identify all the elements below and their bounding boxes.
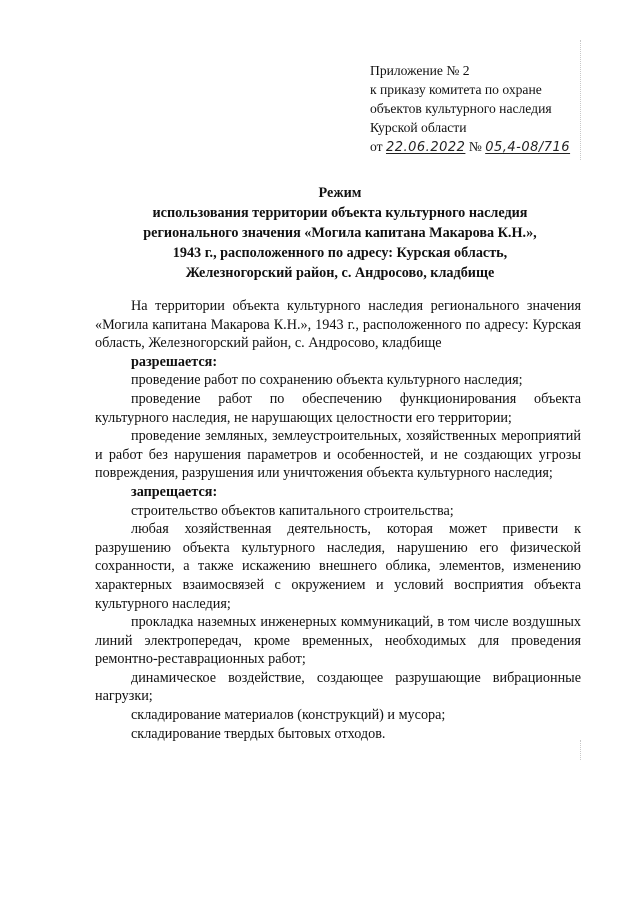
allowed-heading: разрешается: xyxy=(131,353,218,370)
appendix-order-ref: к приказу комитета по охране xyxy=(370,82,542,97)
forbidden-item: прокладка наземных инженерных коммуникаций, в том числе воздушных линий электропередач, кроме временных, необходимых для проведения ремонтно-реставрационных работ; xyxy=(95,614,581,668)
title-line: Режим xyxy=(318,185,362,201)
document-body xyxy=(95,297,581,743)
appendix-number: Приложение № 2 xyxy=(370,63,470,78)
title-line: использования территории объекта культурного наследия xyxy=(152,205,528,221)
forbidden-item: любая хозяйственная деятельность, которая может привести к разрушению объекта культурного наследия, нарушению его физической сохранности, а также искажению внешнего облика, элементов, изменению характерных взаимосвязей с окружением и условий восприятия объекта культурного наследия; xyxy=(95,521,581,612)
appendix-committee: объектов культурного наследия xyxy=(370,101,552,116)
order-date-handwritten: 22.06.2022 xyxy=(385,140,466,155)
appendix-block xyxy=(370,61,610,157)
title-line: 1943 г., расположенного по адресу: Курская область, xyxy=(172,245,508,261)
order-date-prefix: от xyxy=(370,139,383,154)
forbidden-item: строительство объектов капитального строительства; xyxy=(131,502,454,519)
document-title xyxy=(100,183,580,283)
order-date-line xyxy=(370,137,610,157)
forbidden-item: динамическое воздействие, создающее разрушающие вибрационные нагрузки; xyxy=(95,669,581,705)
allowed-item: проведение земляных, землеустроительных, хозяйственных мероприятий и работ без нарушения параметров и особенностей, и не создающих угрозы повреждения, разрушения или уничтожения объекта культурного наследия; xyxy=(95,428,581,482)
order-number-label: № xyxy=(468,139,482,154)
title-line: Железногорский район, с. Андросово, кладбище xyxy=(185,265,495,281)
order-number-handwritten: 05,4-08/716 xyxy=(485,140,571,155)
intro-paragraph: На территории объекта культурного наследия регионального значения «Могила капитана Макарова К.Н.», 1943 г., расположенного по адресу: Курская область, Железногорский район, с. Андросово, кладбище xyxy=(95,298,581,352)
allowed-item: проведение работ по обеспечению функционирования объекта культурного наследия, не нарушающих целостности его территории; xyxy=(95,390,581,426)
forbidden-heading: запрещается: xyxy=(131,483,218,500)
appendix-region: Курской области xyxy=(370,120,467,135)
allowed-item: проведение работ по сохранению объекта культурного наследия; xyxy=(131,372,523,389)
forbidden-item: складирование твердых бытовых отходов. xyxy=(131,725,386,742)
forbidden-item: складирование материалов (конструкций) и мусора; xyxy=(131,707,446,724)
title-line: регионального значения «Могила капитана Макарова К.Н.», xyxy=(143,225,537,241)
